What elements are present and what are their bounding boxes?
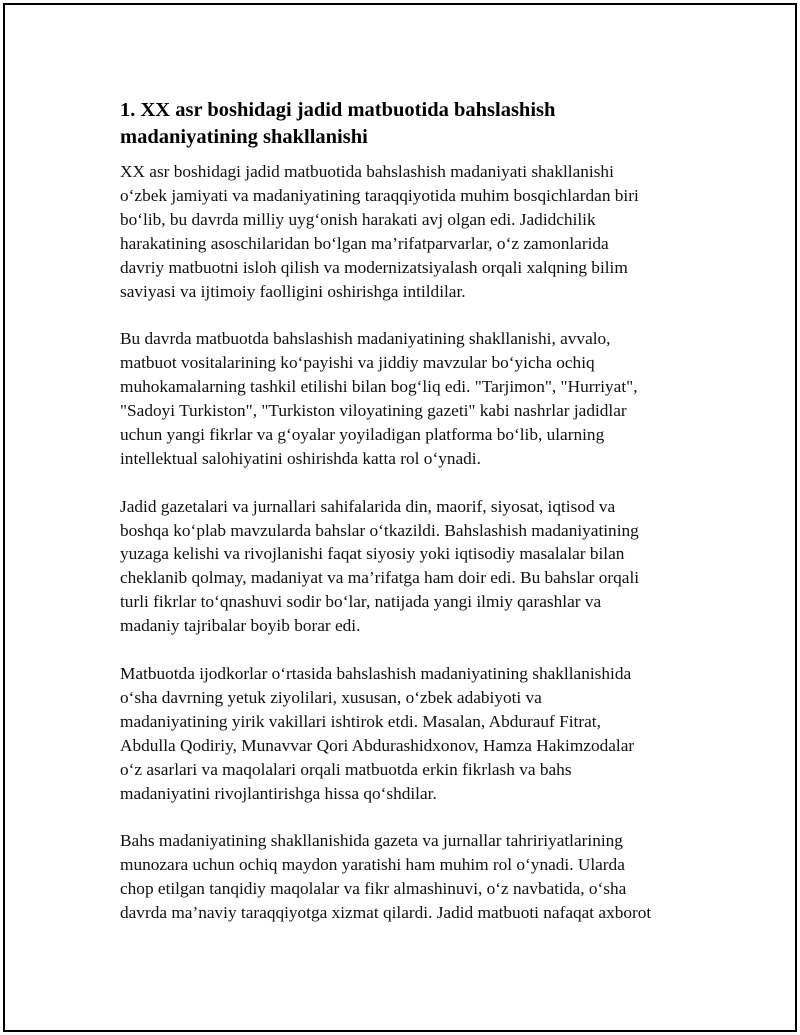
text-line: bo‘lib, bu davrda milliy uyg‘onish harakati avj olgan edi. Jadidchilik — [120, 209, 596, 229]
text-line: madaniyatini rivojlantirishga hissa qo‘shdilar. — [120, 783, 437, 803]
text-line: saviyasi va ijtimoiy faolligini oshirishga intildilar. — [120, 281, 466, 301]
text-line: matbuot vositalarining ko‘payishi va jiddiy mavzular bo‘yicha ochiq — [120, 353, 595, 373]
text-line: XX asr boshidagi jadid matbuotida bahslashish madaniyati shakllanishi — [120, 162, 614, 181]
text-line: uchun yangi fikrlar va g‘oyalar yoyiladigan platforma bo‘lib, ularning — [120, 424, 605, 444]
paragraph-4 — [120, 662, 695, 805]
document-body — [120, 97, 695, 949]
text-line: davrda ma’naviy taraqqiyotga xizmat qilardi. Jadid matbuoti nafaqat axborot — [120, 903, 652, 923]
paragraph-2 — [120, 327, 695, 470]
document-page — [3, 3, 797, 1032]
text-line: Abdulla Qodiriy, Munavvar Qori Abdurashidxonov, Hamza Hakimzodalar — [120, 735, 635, 755]
text-line: "Sadoyi Turkiston", "Turkiston viloyatining gazeti" kabi nashrlar jadidlar — [120, 401, 627, 421]
text-line: o‘sha davrning yetuk ziyolilari, xususan, o‘zbek adabiyoti va — [120, 687, 542, 707]
text-line: madaniyatining yirik vakillari ishtirok etdi. Masalan, Abdurauf Fitrat, — [120, 711, 601, 731]
text-line: munozara uchun ochiq maydon yaratishi ham muhim rol o‘ynadi. Ularda — [120, 855, 625, 875]
paragraph-5 — [120, 829, 695, 925]
text-line: chop etilgan tanqidiy maqolalar va fikr almashinuvi, o‘z navbatida, o‘sha — [120, 879, 627, 899]
text-line: Bahs madaniyatining shakllanishida gazeta va jurnallar tahririyatlarining — [120, 831, 623, 851]
text-line: o‘zbek jamiyati va madaniyatining taraqqiyotida muhim bosqichlardan biri — [120, 185, 639, 205]
text-line: Bu davrda matbuotda bahslashish madaniyatining shakllanishi, avvalo, — [120, 329, 611, 349]
text-line: boshqa ko‘plab mavzularda bahslar o‘tkazildi. Bahslashish madaniyatining — [120, 520, 639, 540]
heading-line: 1. XX asr boshidagi jadid matbuotida bahslashish — [120, 99, 556, 121]
section-heading — [120, 97, 695, 151]
text-line: Matbuotda ijodkorlar o‘rtasida bahslashish madaniyatining shakllanishida — [120, 663, 632, 683]
text-line: muhokamalarning tashkil etilishi bilan bog‘liq edi. "Tarjimon", "Hurriyat", — [120, 377, 638, 397]
text-line: turli fikrlar to‘qnashuvi sodir bo‘lar, natijada yangi ilmiy qarashlar va — [120, 592, 602, 612]
text-line: o‘z asarlari va maqolalari orqali matbuotda erkin fikrlash va bahs — [120, 759, 572, 779]
paragraph-1 — [120, 160, 695, 303]
text-line: davriy matbuotni isloh qilish va modernizatsiyalash orqali xalqning bilim — [120, 257, 628, 277]
text-line: cheklanib qolmay, madaniyat va ma’rifatga ham doir edi. Bu bahslar orqali — [120, 568, 640, 588]
heading-line: madaniyatining shakllanishi — [120, 126, 368, 148]
text-line: madaniy tajribalar boyib borar edi. — [120, 616, 361, 636]
text-line: Jadid gazetalari va jurnallari sahifalarida din, maorif, siyosat, iqtisod va — [120, 496, 616, 516]
text-line: harakatining asoschilaridan bo‘lgan ma’rifatparvarlar, o‘z zamonlarida — [120, 233, 609, 253]
paragraph-3 — [120, 495, 695, 638]
text-line: intellektual salohiyatini oshirishda katta rol o‘ynadi. — [120, 448, 481, 468]
text-line: yuzaga kelishi va rivojlanishi faqat siyosiy yoki iqtisodiy masalalar bilan — [120, 544, 625, 564]
